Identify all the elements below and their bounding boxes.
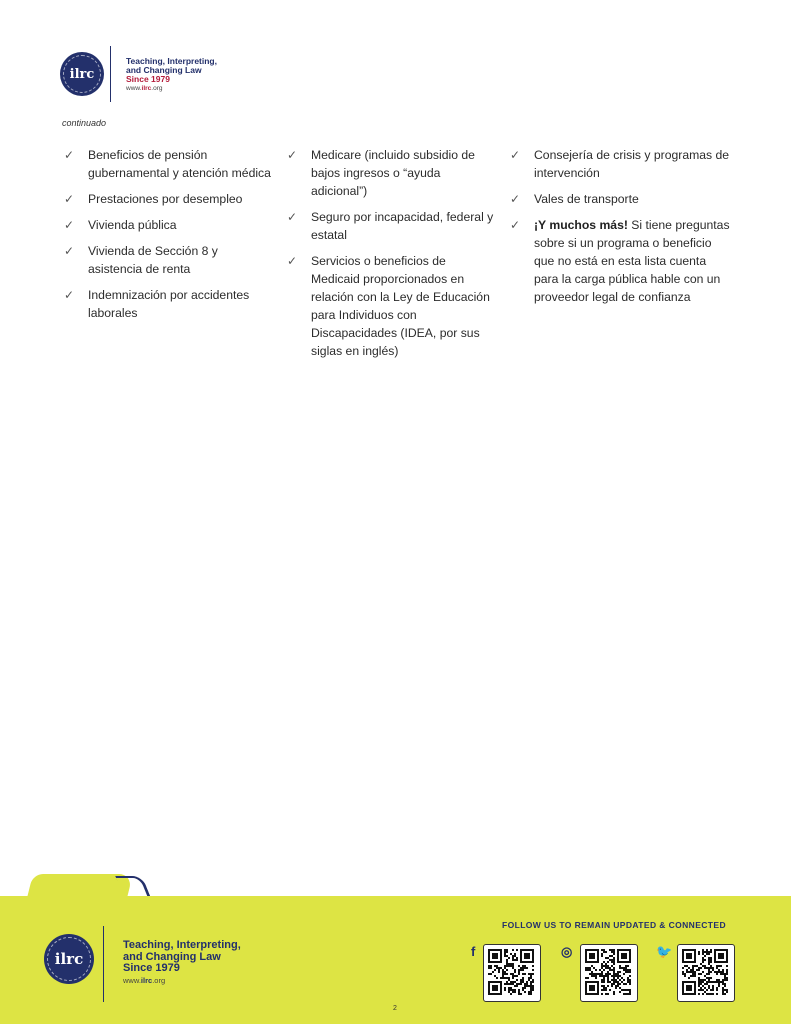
checkmark-icon: ✓: [64, 244, 75, 258]
checkmark-icon: ✓: [64, 288, 75, 302]
header-website[interactable]: www.ilrc.org: [126, 84, 163, 92]
checkmark-icon: ✓: [287, 148, 298, 162]
list-item: ✓ Vivienda de Sección 8 y asistencia de renta: [64, 244, 218, 276]
checkmark-icon: ✓: [510, 148, 521, 162]
logo-divider: [110, 46, 111, 102]
footer-tagline: Teaching, Interpreting, and Changing Law Since 1979 www.ilrc.org: [123, 939, 241, 985]
list-item: ✓ Prestaciones por desempleo: [64, 192, 243, 206]
logo-text: ilrc: [69, 66, 95, 82]
header-tagline: Teaching, Interpreting, and Changing Law Since 1979 www.ilrc.org: [126, 56, 217, 92]
list-item: ✓ Consejería de crisis y programas de intervención: [510, 148, 730, 180]
checkmark-icon: ✓: [64, 148, 75, 162]
page-number: 2: [393, 1005, 397, 1012]
checkmark-icon: ✓: [510, 218, 521, 232]
follow-us-heading: FOLLOW US TO REMAIN UPDATED & CONNECTED: [502, 920, 727, 930]
benefits-column-3: [510, 146, 732, 314]
list-item: ✓ Seguro por incapacidad, federal y estatal: [287, 210, 494, 242]
checkmark-icon: ✓: [64, 218, 75, 232]
facebook-qr-code[interactable]: [483, 944, 541, 1002]
ilrc-logo-badge: [60, 52, 104, 96]
list-item: ✓ Servicios o beneficios de Medicaid proporcionados en relación con la Ley de Educación para Individuos con Discapacidades (IDEA, por sus siglas en inglés): [287, 254, 490, 358]
ilrc-logo-badge-footer: [44, 934, 94, 984]
footer-website[interactable]: www.ilrc.org: [123, 975, 166, 985]
facebook-icon[interactable]: f: [471, 944, 476, 959]
continuado-label: continuado: [62, 118, 107, 128]
list-item: ✓ Beneficios de pensión gubernamental y atención médica: [64, 148, 271, 180]
benefits-column-1: [64, 146, 274, 330]
instagram-qr-code[interactable]: [580, 944, 638, 1002]
instagram-icon[interactable]: ◎: [561, 944, 573, 959]
list-item: ✓ Vales de transporte: [510, 192, 639, 206]
twitter-icon[interactable]: 🐦: [656, 944, 673, 959]
benefits-column-2: [287, 146, 497, 368]
list-item: ✓ Medicare (incluido subsidio de bajos ingresos o “ayuda adicional”): [287, 148, 475, 198]
twitter-qr-code[interactable]: [677, 944, 735, 1002]
checkmark-icon: ✓: [287, 210, 298, 224]
list-item: ✓ Vivienda pública: [64, 218, 177, 232]
list-item: ✓ ¡Y muchos más! Si tiene preguntas sobre si un programa o beneficio que no está en esta lista cuenta para la carga pública hable con un proveedor legal de confianza: [510, 218, 730, 304]
checkmark-icon: ✓: [510, 192, 521, 206]
checkmark-icon: ✓: [287, 254, 298, 268]
footer-logo-divider: [103, 926, 104, 1002]
logo-text: ilrc: [54, 950, 84, 968]
list-item: ✓ Indemnización por accidentes laborales: [64, 288, 250, 320]
checkmark-icon: ✓: [64, 192, 75, 206]
